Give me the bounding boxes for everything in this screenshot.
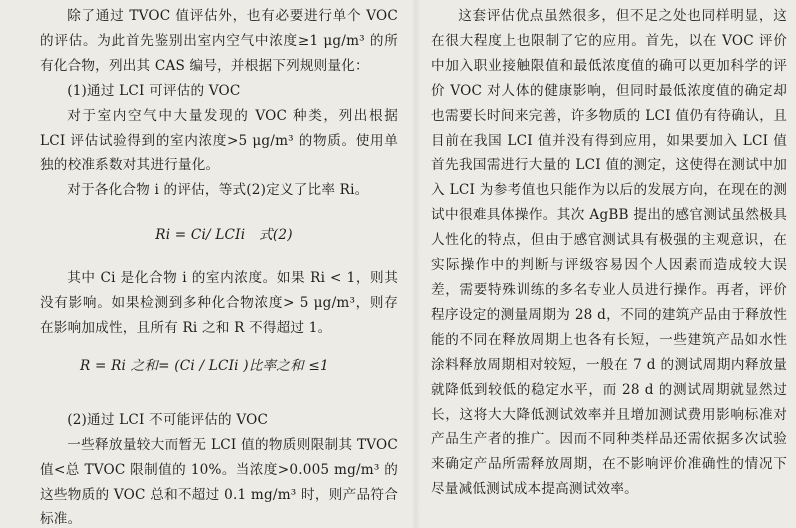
ratio-definition-text: 对于各化合物 i 的评估，等式(2)定义了比率 Ri。 — [67, 182, 369, 199]
equation-2-explanation: 其中 Ci 是化合物 i 的室内浓度。如果 Ri < 1，则其没有影响。如果检测到多种化合物浓度> 5 μg/m³，则存在影响加成性，且所有 Ri 之和 R 不得超过 1。 — [40, 270, 398, 336]
voc-evaluation-intro: 除了通过 TVOC 值评估外，也有必要进行单个 VOC 的评估。为此首先鉴别出室内空气中浓度≥1 μg/m³ 的所有化合物，列出其 CAS 编号，并根据下列规则量化： — [40, 8, 398, 74]
left-column — [40, 4, 398, 528]
page-fold-shadow — [412, 0, 420, 528]
lci-evaluable-text: 对于室内空气中大量发现的 VOC 种类，列出根据 LCI 评估试验得到的室内浓度>5 μg/m³ 的物质。使用单独的校准系数对其进行量化。 — [40, 107, 398, 174]
lci-not-evaluable-heading: (2)通过 LCI 不可能评估的 VOC — [67, 411, 269, 428]
paragraph-gap — [40, 392, 398, 408]
lci-not-evaluable-text: 一些释放量较大而暂无 LCI 值的物质则限制其 TVOC 值<总 TVOC 限制值的 10%。当浓度>0.005 mg/m³ 的这些物质的 VOC 总和不超过 0.1 mg/m³ 时，则产品符合标准。 — [40, 436, 398, 528]
lci-evaluable-heading: (1)通过 LCI 可评估的 VOC — [67, 82, 241, 99]
right-column — [431, 4, 787, 502]
evaluation-limitations-paragraph: 这套评估优点虽然很多，但不足之处也同样明显，这在很大程度上也限制了它的应用。首先，以在 VOC 评价中加入职业接触限值和最低浓度值的确可以更加科学的评价 VOC 对人体的健康影响，但同时最低浓度值的确定却也需要长时间来完善，许多物质的 LCI 值仍有待确认，且目前在我国 LCI 值并没有得到应用，如果要加入 LCI 值首先我国需进行大量的 LCI 值的测定，这使得在测试中加入 LCI 为参考值也只能作为以后的发展方向，在现在的测试中很难具体操作。其次 AgBB 提出的感官测试虽然极具人性化的特点，但由于感官测试具有极强的主观意识，在实际操作中的判断与评级容易因个人因素而造成较大误差，需要特殊训练的多名专业人员进行操作。再者，评价程序设定的测量周期为 28 d，不同的建筑产品由于释放性能的不同在释放周期上也各有长短，一些建筑产品如水性涂料释放周期相对较短，一般在 7 d 的测试周期内释放量就降低到较低的稳定水平，而 28 d 的测试周期就显然过长，这将大大降低测试效率并且增加测试费用影响标准对产品生产者的推广。因而不同种类样品还需依据多次试验来确定产品所需释放周期，在不影响评价准确性的情况下尽量减低测试成本提高测试效率。 — [431, 8, 787, 498]
equation-2: Ri = Ci/ LCIi 式(2) — [155, 227, 293, 244]
ratio-sum-equation: R = Ri 之和= (Ci / LCIi )比率之和 ≤1 — [80, 357, 329, 374]
